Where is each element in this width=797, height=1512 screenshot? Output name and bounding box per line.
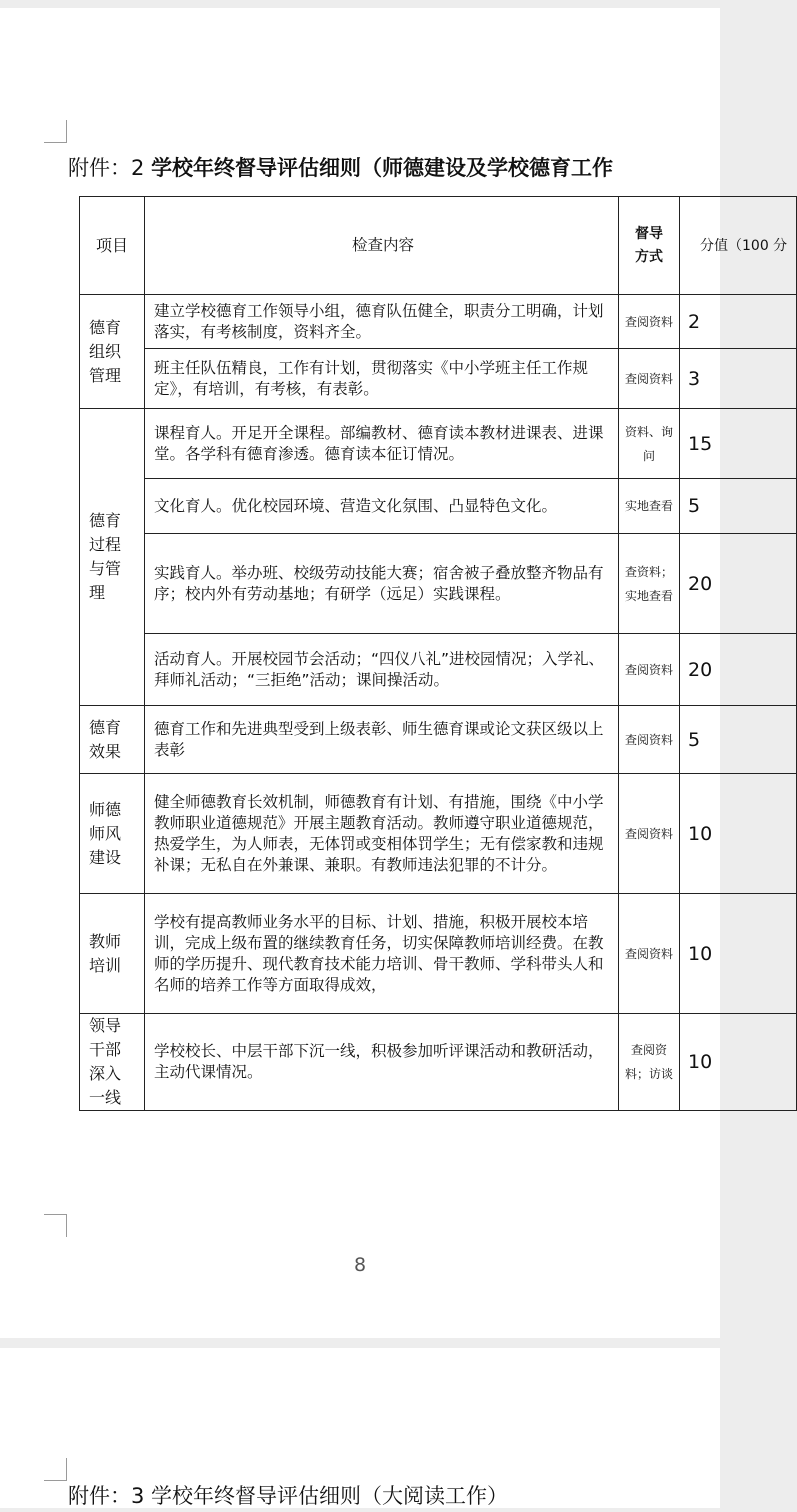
table-header-row: [80, 197, 797, 295]
score-cell: 10: [680, 1014, 797, 1111]
evaluation-table: [79, 196, 797, 1111]
method-cell: 查资料；实地查看: [619, 534, 680, 634]
item-cell: 德育组织管理: [80, 295, 145, 409]
item-cell: 师德师风建设: [80, 774, 145, 894]
document-title: [68, 152, 613, 184]
table-row: [80, 634, 797, 706]
page-number: 8: [353, 1254, 367, 1276]
table-row: [80, 295, 797, 349]
title-prefix: 附件：2: [68, 156, 145, 180]
content-cell: 活动育人。开展校园节会活动；“四仪八礼”进校园情况；入学礼、拜师礼活动；“三拒绝”活动；课间操活动。: [145, 634, 619, 706]
crop-mark-bottom-left: [44, 1214, 67, 1237]
content-cell: 班主任队伍精良，工作有计划，贯彻落实《中小学班主任工作规定》，有培训，有考核，有表彰。: [145, 349, 619, 409]
method-cell: 查阅资料: [619, 894, 680, 1014]
method-cell: 查阅资料: [619, 295, 680, 349]
method-cell: 查阅资料: [619, 706, 680, 774]
content-cell: 建立学校德育工作领导小组，德育队伍健全，职责分工明确，计划落实，有考核制度，资料齐全。: [145, 295, 619, 349]
title-main: 学校年终督导评估细则（师德建设及学校德育工作: [151, 156, 614, 180]
header-item: 项目: [80, 197, 145, 295]
header-content: 检查内容: [145, 197, 619, 295]
item-cell: 德育效果: [80, 706, 145, 774]
score-cell: 15: [680, 409, 797, 479]
table-row: [80, 706, 797, 774]
crop-mark-top-left: [44, 120, 67, 143]
table-row: [80, 349, 797, 409]
content-cell: 健全师德教育长效机制，师德教育有计划、有措施，围绕《中小学教师职业道德规范》开展主题教育活动。教师遵守职业道德规范，热爱学生，为人师表，无体罚或变相体罚学生；无有偿家教和违规补课；无私自在外兼课、兼职。有教师违法犯罪的不计分。: [145, 774, 619, 894]
table-row: [80, 894, 797, 1014]
score-cell: 10: [680, 894, 797, 1014]
document-page: [0, 8, 788, 1338]
content-cell: 学校有提高教师业务水平的目标、计划、措施，积极开展校本培训，完成上级布置的继续教育任务，切实保障教师培训经费。在教师的学历提升、现代教育技术能力培训、骨干教师、学科带头人和名师的培养工作等方面取得成效，: [145, 894, 619, 1014]
content-cell: 课程育人。开足开全课程。部编教材、德育读本教材进课表、进课堂。各学科有德育渗透。德育读本征订情况。: [145, 409, 619, 479]
next-page-title: 附件：3 学校年终督导评估细则（大阅读工作）: [68, 1484, 509, 1508]
score-cell: 5: [680, 706, 797, 774]
table-row: [80, 479, 797, 534]
content-cell: 学校校长、中层干部下沉一线，积极参加听评课活动和教研活动，主动代课情况。: [145, 1014, 619, 1111]
score-cell: 10: [680, 774, 797, 894]
item-cell: 教师培训: [80, 894, 145, 1014]
method-cell: 查阅资料: [619, 634, 680, 706]
table-row: [80, 534, 797, 634]
score-cell: 3: [680, 349, 797, 409]
method-cell: 资料、询问: [619, 409, 680, 479]
method-cell: 实地查看: [619, 479, 680, 534]
method-cell: 查阅资料: [619, 349, 680, 409]
next-document-page: [0, 1348, 720, 1508]
content-cell: 文化育人。优化校园环境、营造文化氛围、凸显特色文化。: [145, 479, 619, 534]
score-cell: 2: [680, 295, 797, 349]
table-row: [80, 774, 797, 894]
table-row: [80, 1014, 797, 1111]
table-row: [80, 409, 797, 479]
content-cell: 德育工作和先进典型受到上级表彰、师生德育课或论文获区级以上表彰: [145, 706, 619, 774]
score-cell: 20: [680, 534, 797, 634]
method-cell: 查阅资料；访谈: [619, 1014, 680, 1111]
method-cell: 查阅资料: [619, 774, 680, 894]
item-cell: 领导干部深入一线: [80, 1014, 145, 1111]
crop-mark-top-left-next: [44, 1458, 67, 1481]
header-method: 督导方式: [619, 197, 680, 295]
score-cell: 20: [680, 634, 797, 706]
header-score: 分值（100 分: [680, 197, 797, 295]
score-cell: 5: [680, 479, 797, 534]
item-cell: 德育过程与管理: [80, 409, 145, 706]
content-cell: 实践育人。举办班、校级劳动技能大赛；宿舍被子叠放整齐物品有序；校内外有劳动基地；有研学（远足）实践课程。: [145, 534, 619, 634]
